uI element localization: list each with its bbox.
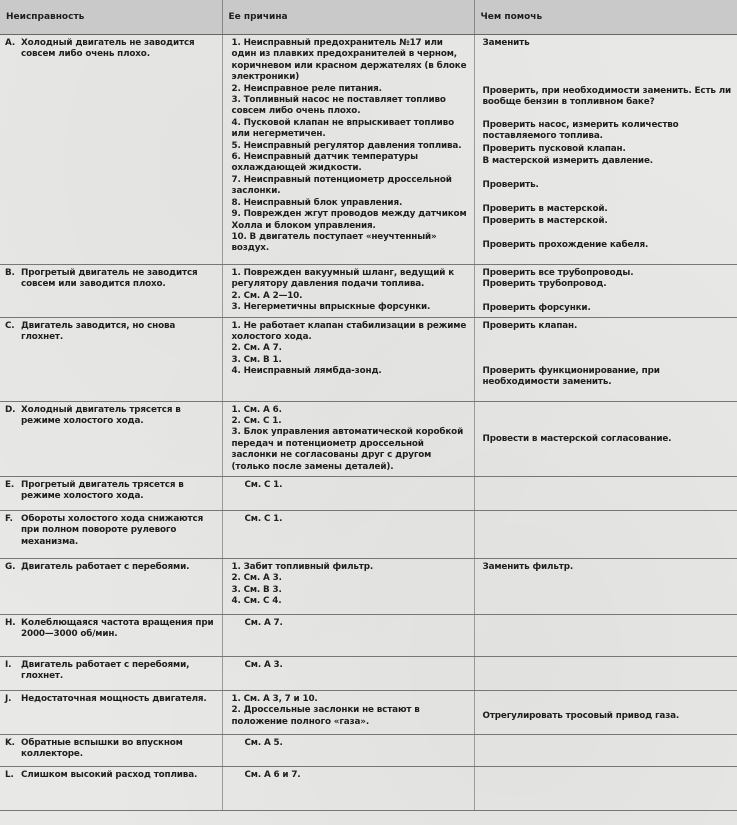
- cause-cell: [222, 767, 474, 811]
- remedy-cell: [474, 559, 737, 615]
- table-body: [0, 35, 737, 811]
- cause-cell: [222, 559, 474, 615]
- header-fault: Неисправность: [0, 0, 222, 35]
- fault-cell: [0, 401, 222, 476]
- cause-item: 2. Дроссельные заслонки не встают в положение полного «газа».: [231, 705, 420, 727]
- table-row: [0, 559, 737, 615]
- remedy-item: Проверить.: [482, 180, 539, 190]
- remedy-item: Отрегулировать тросовый привод газа.: [482, 711, 680, 722]
- cause-cell: [222, 317, 474, 401]
- fault-text: Холодный двигатель не заводится совсем либо очень плохо.: [21, 38, 195, 60]
- cause-item: 6. Неисправный датчик температуры охлаждающей жидкости.: [231, 152, 418, 174]
- fault-text: Двигатель заводится, но снова глохнет.: [21, 320, 176, 343]
- remedy-item: Проверить трубопровод.: [482, 279, 607, 289]
- header-cause: Ее причина: [222, 0, 474, 35]
- remedy-cell: [474, 265, 737, 318]
- cause-item: 8. Неисправный блок управления.: [231, 197, 403, 208]
- remedy-item: Проверить прохождение кабеля.: [482, 240, 649, 250]
- fault-letter: F.: [5, 514, 13, 525]
- cause-item: 3. Негерметичны впрыскные форсунки.: [231, 302, 431, 313]
- cause-item: 7. Неисправный потенциометр дроссельной заслонки.: [231, 174, 452, 197]
- cause-item: 2. См. С 1.: [231, 416, 282, 427]
- fault-text: Двигатель работает с перебоями.: [21, 562, 190, 573]
- fault-cell: [0, 511, 222, 559]
- remedy-item: Проверить форсунки.: [482, 303, 591, 313]
- fault-cell: [0, 615, 222, 657]
- cause-item: 3. См. В 3.: [231, 584, 282, 595]
- remedy-cell: [474, 511, 737, 559]
- cause-cell: [222, 265, 474, 318]
- remedy-item: Проверить насос, измерить количество поставляемого топлива.: [482, 120, 679, 142]
- remedy-cell: [474, 735, 737, 767]
- table-row: [0, 35, 737, 265]
- fault-cell: [0, 767, 222, 811]
- table-row: [0, 265, 737, 318]
- remedy-item: Проверить все трубопроводы.: [482, 268, 634, 278]
- remedy-item: Проверить, при необходимости заменить. Есть ли вообще бензин в топливном баке?: [482, 86, 732, 108]
- cause-item: 1. Не работает клапан стабилизации в режиме холостого хода.: [231, 320, 467, 343]
- cause-item: 4. См. С 4.: [231, 596, 282, 607]
- fault-text: Слишком высокий расход топлива.: [21, 770, 198, 781]
- cause-cell: [222, 691, 474, 735]
- cause-item: 3. Блок управления автоматической коробкой передач и потенциометр дроссельной заслонки не согласованы друг с другом (только после замены деталей).: [231, 427, 464, 472]
- remedy-cell: [474, 401, 737, 476]
- fault-cell: [0, 317, 222, 401]
- fault-letter: H.: [5, 618, 16, 629]
- fault-text: Прогретый двигатель не заводится совсем или заводится плохо.: [21, 268, 198, 290]
- cause-item: См. А 6 и 7.: [244, 770, 301, 781]
- cause-item: 9. Поврежден жгут проводов между датчиком Холла и блоком управления.: [231, 209, 467, 231]
- cause-cell: [222, 477, 474, 511]
- remedy-item: Проверить в мастерской.: [482, 204, 608, 214]
- fault-text: Обороты холостого хода снижаются при полном повороте рулевого механизма.: [21, 514, 204, 547]
- cause-cell: [222, 511, 474, 559]
- fault-cell: [0, 559, 222, 615]
- fault-letter: E.: [5, 480, 15, 491]
- cause-item: 1. Неисправный предохранитель №17 или один из плавких предохранителей в черном, коричневом или красном держателях (в блоке электроники): [231, 38, 467, 83]
- remedy-cell: [474, 615, 737, 657]
- remedy-item: Проверить функционирование, при необходимости заменить.: [482, 365, 660, 388]
- cause-item: См. А 3.: [244, 660, 283, 671]
- fault-letter: J.: [5, 694, 12, 705]
- fault-text: Холодный двигатель трясется в режиме холостого хода.: [21, 404, 181, 427]
- remedy-cell: [474, 477, 737, 511]
- table-header: [0, 0, 737, 35]
- cause-cell: [222, 401, 474, 476]
- remedy-item: Проверить в мастерской.: [482, 216, 608, 226]
- cause-item: 1. Поврежден вакуумный шланг, ведущий к регулятору давления подачи топлива.: [231, 268, 455, 290]
- cause-item: 2. См. А 3.: [231, 573, 282, 584]
- table-row: [0, 615, 737, 657]
- cause-item: 2. См. А 2—10.: [231, 290, 303, 301]
- remedy-cell: [474, 691, 737, 735]
- fault-letter: G.: [5, 562, 16, 573]
- cause-cell: [222, 735, 474, 767]
- fault-text: Прогретый двигатель трясется в режиме холостого хода.: [21, 480, 184, 502]
- table-row: [0, 657, 737, 691]
- cause-item: 1. См. А 3, 7 и 10.: [231, 694, 318, 705]
- cause-item: 1. Забит топливный фильтр.: [231, 562, 374, 573]
- remedy-cell: [474, 35, 737, 265]
- cause-item: 5. Неисправный регулятор давления топлива.: [231, 140, 462, 151]
- fault-cell: [0, 265, 222, 318]
- remedy-item: Заменить: [482, 38, 530, 48]
- header-remedy: Чем помочь: [474, 0, 737, 35]
- fault-cell: [0, 657, 222, 691]
- table-row: [0, 767, 737, 811]
- remedy-cell: [474, 657, 737, 691]
- fault-text: Колеблющаяся частота вращения при 2000—3000 об/мин.: [21, 618, 214, 640]
- remedy-item: Заменить фильтр.: [482, 562, 574, 573]
- fault-cell: [0, 691, 222, 735]
- table-row: [0, 477, 737, 511]
- fault-letter: D.: [5, 404, 16, 415]
- cause-item: 3. Топливный насос не поставляет топливо совсем либо очень плохо.: [231, 95, 446, 117]
- remedy-item: Проверить клапан.: [482, 320, 578, 331]
- cause-item: См. С 1.: [244, 480, 283, 491]
- cause-cell: [222, 657, 474, 691]
- cause-item: 4. Пусковой клапан не впрыскивает топливо или негерметичен.: [231, 117, 454, 140]
- cause-cell: [222, 615, 474, 657]
- fault-cell: [0, 477, 222, 511]
- fault-letter: A.: [5, 38, 16, 48]
- remedy-item: Проверить пусковой клапан.: [482, 144, 626, 154]
- remedy-item: В мастерской измерить давление.: [482, 156, 653, 166]
- cause-item: См. А 7.: [244, 618, 283, 629]
- cause-cell: [222, 35, 474, 265]
- fault-text: Недостаточная мощность двигателя.: [21, 694, 207, 705]
- table-row: [0, 317, 737, 401]
- table-row: [0, 401, 737, 476]
- fault-letter: L.: [5, 770, 14, 781]
- fault-letter: C.: [5, 320, 15, 331]
- cause-item: См. А 5.: [244, 738, 283, 749]
- fault-letter: I.: [5, 660, 12, 671]
- table-row: [0, 511, 737, 559]
- cause-item: 1. См. А 6.: [231, 404, 282, 415]
- fault-text: Обратные вспышки во впускном коллекторе.: [21, 738, 183, 760]
- cause-item: 3. См. В 1.: [231, 354, 282, 365]
- cause-item: 4. Неисправный лямбда-зонд.: [231, 366, 382, 377]
- remedy-cell: [474, 767, 737, 811]
- fault-cell: [0, 35, 222, 265]
- fault-letter: B.: [5, 268, 15, 278]
- cause-item: 10. В двигатель поступает «неучтенный» воздух.: [231, 231, 437, 254]
- remedy-cell: [474, 317, 737, 401]
- cause-item: 2. Неисправное реле питания.: [231, 83, 382, 94]
- cause-item: 2. См. А 7.: [231, 343, 282, 354]
- fault-cell: [0, 735, 222, 767]
- fault-text: Двигатель работает с перебоями, глохнет.: [21, 660, 190, 682]
- remedy-item: Провести в мастерской согласование.: [482, 433, 672, 444]
- fault-letter: K.: [5, 738, 15, 749]
- table-row: [0, 735, 737, 767]
- table-row: [0, 691, 737, 735]
- cause-item: См. С 1.: [244, 514, 283, 525]
